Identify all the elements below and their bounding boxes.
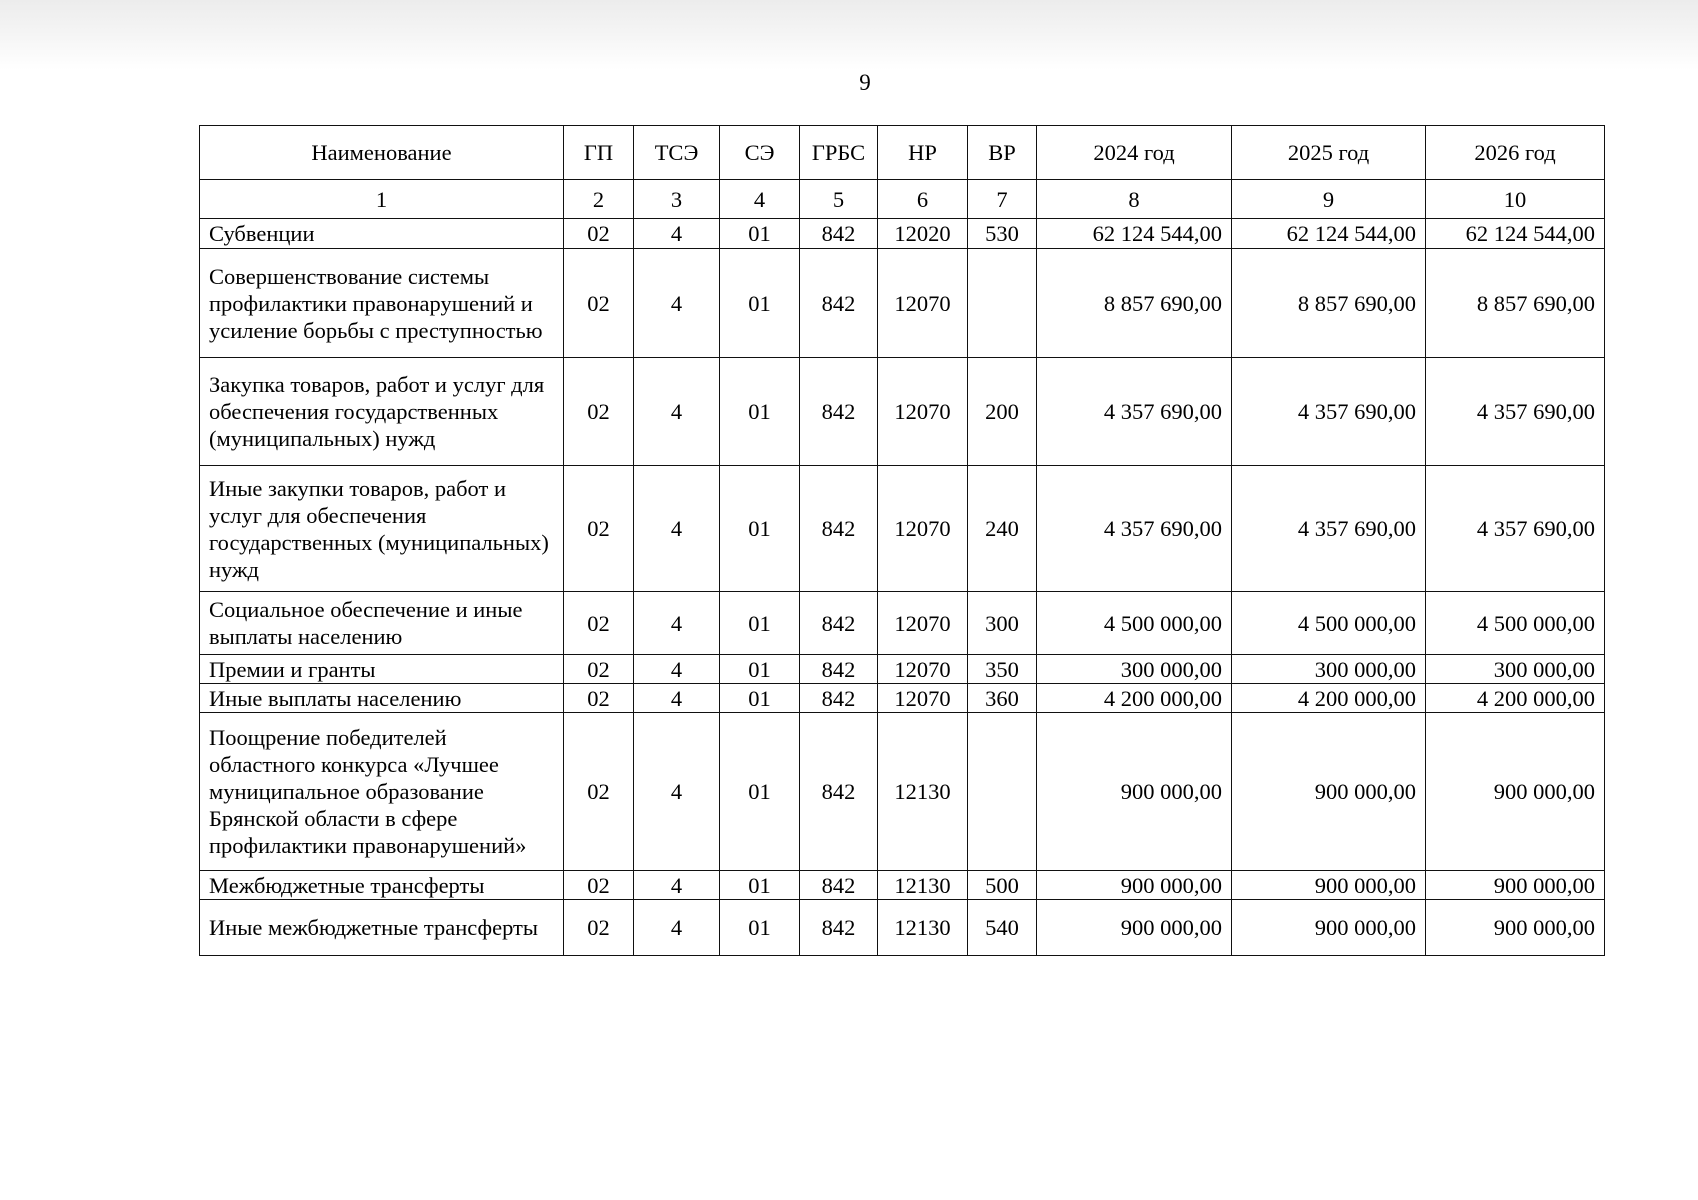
cell-se: 01 <box>720 249 800 358</box>
cell-nr: 12070 <box>878 358 968 466</box>
row-name: Иные закупки товаров, работ и услуг для обеспечения государственных (муниципальных) нужд <box>200 466 564 592</box>
cell-grbs: 842 <box>800 219 878 249</box>
cell-vr: 240 <box>968 466 1037 592</box>
cell-2024: 4 500 000,00 <box>1037 592 1232 655</box>
cell-se: 01 <box>720 713 800 871</box>
cell-gp: 02 <box>564 358 634 466</box>
cell-tse: 4 <box>634 871 720 900</box>
column-number: 5 <box>800 180 878 219</box>
cell-grbs: 842 <box>800 713 878 871</box>
cell-grbs: 842 <box>800 249 878 358</box>
cell-2026: 62 124 544,00 <box>1426 219 1605 249</box>
column-number: 3 <box>634 180 720 219</box>
cell-gp: 02 <box>564 466 634 592</box>
column-number: 9 <box>1232 180 1426 219</box>
header-vr: ВР <box>968 126 1037 180</box>
cell-2025: 4 357 690,00 <box>1232 466 1426 592</box>
header-2024: 2024 год <box>1037 126 1232 180</box>
cell-2024: 900 000,00 <box>1037 713 1232 871</box>
cell-tse: 4 <box>634 466 720 592</box>
column-number: 4 <box>720 180 800 219</box>
table-row <box>200 249 1605 358</box>
cell-2024: 62 124 544,00 <box>1037 219 1232 249</box>
cell-se: 01 <box>720 592 800 655</box>
header-tse: ТСЭ <box>634 126 720 180</box>
cell-se: 01 <box>720 871 800 900</box>
cell-gp: 02 <box>564 900 634 956</box>
cell-tse: 4 <box>634 900 720 956</box>
header-row <box>200 126 1605 180</box>
row-name: Социальное обеспечение и иные выплаты населению <box>200 592 564 655</box>
page-number: 9 <box>859 70 871 95</box>
cell-gp: 02 <box>564 713 634 871</box>
cell-tse: 4 <box>634 684 720 713</box>
cell-grbs: 842 <box>800 871 878 900</box>
column-number: 6 <box>878 180 968 219</box>
table-row <box>200 466 1605 592</box>
cell-nr: 12070 <box>878 655 968 684</box>
cell-2024: 4 200 000,00 <box>1037 684 1232 713</box>
header-nr: НР <box>878 126 968 180</box>
column-number: 10 <box>1426 180 1605 219</box>
cell-vr <box>968 713 1037 871</box>
row-name: Закупка товаров, работ и услуг для обеспечения государственных (муниципальных) нужд <box>200 358 564 466</box>
cell-2024: 900 000,00 <box>1037 871 1232 900</box>
cell-vr <box>968 249 1037 358</box>
cell-2026: 4 357 690,00 <box>1426 358 1605 466</box>
cell-2025: 4 357 690,00 <box>1232 358 1426 466</box>
cell-2024: 300 000,00 <box>1037 655 1232 684</box>
row-name: Премии и гранты <box>200 655 564 684</box>
cell-2024: 8 857 690,00 <box>1037 249 1232 358</box>
cell-nr: 12070 <box>878 466 968 592</box>
row-name: Субвенции <box>200 219 564 249</box>
cell-grbs: 842 <box>800 466 878 592</box>
cell-gp: 02 <box>564 249 634 358</box>
header-2026: 2026 год <box>1426 126 1605 180</box>
cell-nr: 12130 <box>878 871 968 900</box>
cell-2026: 4 357 690,00 <box>1426 466 1605 592</box>
cell-se: 01 <box>720 655 800 684</box>
table-row <box>200 871 1605 900</box>
cell-2025: 900 000,00 <box>1232 900 1426 956</box>
cell-2026: 300 000,00 <box>1426 655 1605 684</box>
cell-se: 01 <box>720 358 800 466</box>
cell-nr: 12130 <box>878 900 968 956</box>
cell-tse: 4 <box>634 655 720 684</box>
cell-grbs: 842 <box>800 358 878 466</box>
column-number: 7 <box>968 180 1037 219</box>
column-number: 2 <box>564 180 634 219</box>
header-se: СЭ <box>720 126 800 180</box>
cell-vr: 500 <box>968 871 1037 900</box>
cell-vr: 350 <box>968 655 1037 684</box>
cell-tse: 4 <box>634 592 720 655</box>
cell-2024: 4 357 690,00 <box>1037 466 1232 592</box>
table-row <box>200 655 1605 684</box>
cell-se: 01 <box>720 466 800 592</box>
cell-vr: 300 <box>968 592 1037 655</box>
cell-2025: 4 200 000,00 <box>1232 684 1426 713</box>
row-name: Поощрение победителей областного конкурса «Лучшее муниципальное образование Брянской области в сфере профилактики правонарушений» <box>200 713 564 871</box>
cell-2026: 900 000,00 <box>1426 871 1605 900</box>
table-row <box>200 713 1605 871</box>
cell-2026: 4 500 000,00 <box>1426 592 1605 655</box>
header-2025: 2025 год <box>1232 126 1426 180</box>
row-name: Межбюджетные трансферты <box>200 871 564 900</box>
cell-2026: 900 000,00 <box>1426 900 1605 956</box>
cell-se: 01 <box>720 219 800 249</box>
header-name: Наименование <box>200 126 564 180</box>
cell-tse: 4 <box>634 358 720 466</box>
cell-2025: 62 124 544,00 <box>1232 219 1426 249</box>
column-number: 1 <box>200 180 564 219</box>
cell-tse: 4 <box>634 713 720 871</box>
cell-vr: 530 <box>968 219 1037 249</box>
table-row <box>200 358 1605 466</box>
cell-se: 01 <box>720 684 800 713</box>
table-row <box>200 900 1605 956</box>
cell-gp: 02 <box>564 592 634 655</box>
column-number-row <box>200 180 1605 219</box>
cell-2025: 900 000,00 <box>1232 871 1426 900</box>
cell-2025: 300 000,00 <box>1232 655 1426 684</box>
column-number: 8 <box>1037 180 1232 219</box>
cell-tse: 4 <box>634 249 720 358</box>
cell-gp: 02 <box>564 655 634 684</box>
row-name: Иные выплаты населению <box>200 684 564 713</box>
cell-2024: 4 357 690,00 <box>1037 358 1232 466</box>
cell-2026: 900 000,00 <box>1426 713 1605 871</box>
cell-tse: 4 <box>634 219 720 249</box>
cell-grbs: 842 <box>800 684 878 713</box>
cell-gp: 02 <box>564 219 634 249</box>
cell-grbs: 842 <box>800 900 878 956</box>
cell-nr: 12070 <box>878 684 968 713</box>
table-row <box>200 592 1605 655</box>
cell-nr: 12070 <box>878 249 968 358</box>
row-name: Совершенствование системы профилактики правонарушений и усиление борьбы с преступностью <box>200 249 564 358</box>
cell-vr: 540 <box>968 900 1037 956</box>
cell-2024: 900 000,00 <box>1037 900 1232 956</box>
cell-2025: 900 000,00 <box>1232 713 1426 871</box>
cell-nr: 12130 <box>878 713 968 871</box>
cell-gp: 02 <box>564 684 634 713</box>
cell-2026: 4 200 000,00 <box>1426 684 1605 713</box>
cell-2026: 8 857 690,00 <box>1426 249 1605 358</box>
row-name: Иные межбюджетные трансферты <box>200 900 564 956</box>
cell-nr: 12020 <box>878 219 968 249</box>
table-row <box>200 219 1605 249</box>
budget-table <box>199 125 1605 956</box>
cell-vr: 360 <box>968 684 1037 713</box>
cell-nr: 12070 <box>878 592 968 655</box>
table-row <box>200 684 1605 713</box>
cell-gp: 02 <box>564 871 634 900</box>
header-gp: ГП <box>564 126 634 180</box>
header-grbs: ГРБС <box>800 126 878 180</box>
cell-se: 01 <box>720 900 800 956</box>
cell-2025: 4 500 000,00 <box>1232 592 1426 655</box>
cell-vr: 200 <box>968 358 1037 466</box>
cell-grbs: 842 <box>800 592 878 655</box>
scan-shading <box>0 0 1698 70</box>
cell-grbs: 842 <box>800 655 878 684</box>
cell-2025: 8 857 690,00 <box>1232 249 1426 358</box>
